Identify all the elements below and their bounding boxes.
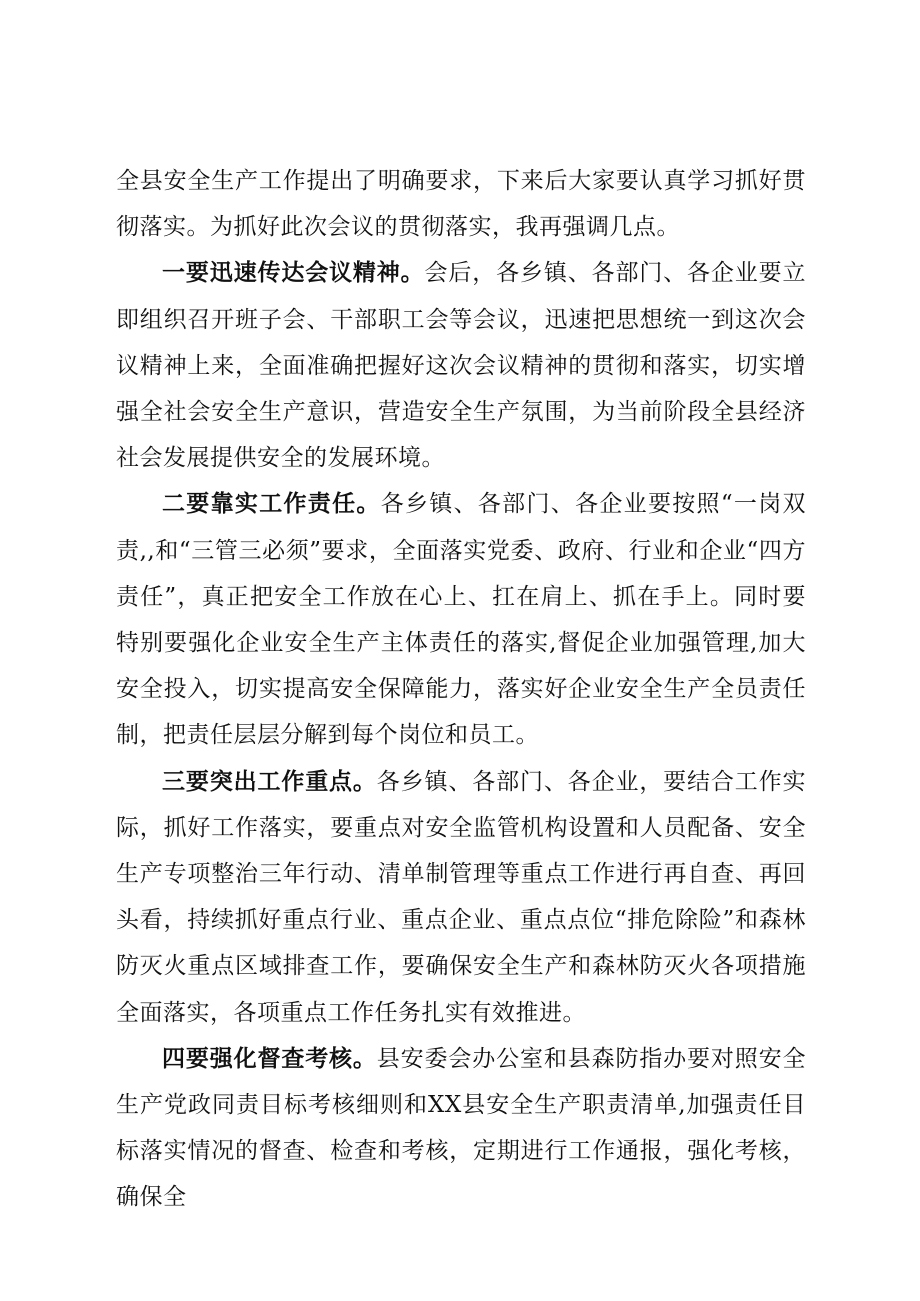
paragraph-text: 会后，各乡镇、各部门、各企业要立即组织召开班子会、干部职工会等会议，迅速把思想统一到这次会议精神上来，全面准确把握好这次会议精神的贯彻和落实，切实增强全社会安全生产意识，营造安全生产氛围，为当前阶段全县经济社会发展提供安全的发展环境。 (116, 260, 807, 472)
paragraph-text: 各乡镇、各部门、各企业要按照“一岗双责,,和“三管三必须”要求，全面落实党委、政府、行业和企业“四方责任”，真正把安全工作放在心上、扛在肩上、抓在手上。同时要特别要强化企业安全生产主体责任的落实,督促企业加强管理,加大安全投入，切实提高安全保障能力，落实好企业安全生产全员责任制，把责任层层分解到每个岗位和员工。 (116, 491, 807, 749)
paragraph-text: 全县安全生产工作提出了明确要求，下来后大家要认真学习抓好贯彻落实。为抓好此次会议的贯彻落实，我再强调几点。 (116, 168, 806, 241)
paragraph-lead: 四要强化督查考核。 (162, 1044, 377, 1072)
paragraph-intro (116, 158, 806, 250)
paragraph-point-3 (116, 759, 806, 1036)
paragraph-point-2 (116, 481, 806, 758)
paragraph-point-4 (116, 1036, 806, 1221)
document-body (116, 158, 806, 1221)
paragraph-text: 各乡镇、各部门、各企业，要结合工作实际，抓好工作落实，要重点对安全监管机构设置和人员配备、安全生产专项整治三年行动、清单制管理等重点工作进行再自查、再回头看，持续抓好重点行业、重点企业、重点点位“排危除险”和森林防灭火重点区域排查工作，要确保安全生产和森林防灭火各项措施全面落实，各项重点工作任务扎实有效推进。 (116, 768, 807, 1026)
paragraph-text: 县安委会办公室和县森防指办要对照安全生产党政同责目标考核细则和XX县安全生产职责清单,加强责任目标落实情况的督查、检查和考核，定期进行工作通报，强化考核，确保全 (116, 1045, 807, 1211)
paragraph-lead: 三要突出工作重点。 (162, 767, 377, 795)
paragraph-lead: 一要迅速传达会议精神。 (162, 259, 425, 287)
paragraph-point-1 (116, 250, 806, 481)
paragraph-lead: 二要靠实工作责任。 (162, 490, 381, 518)
